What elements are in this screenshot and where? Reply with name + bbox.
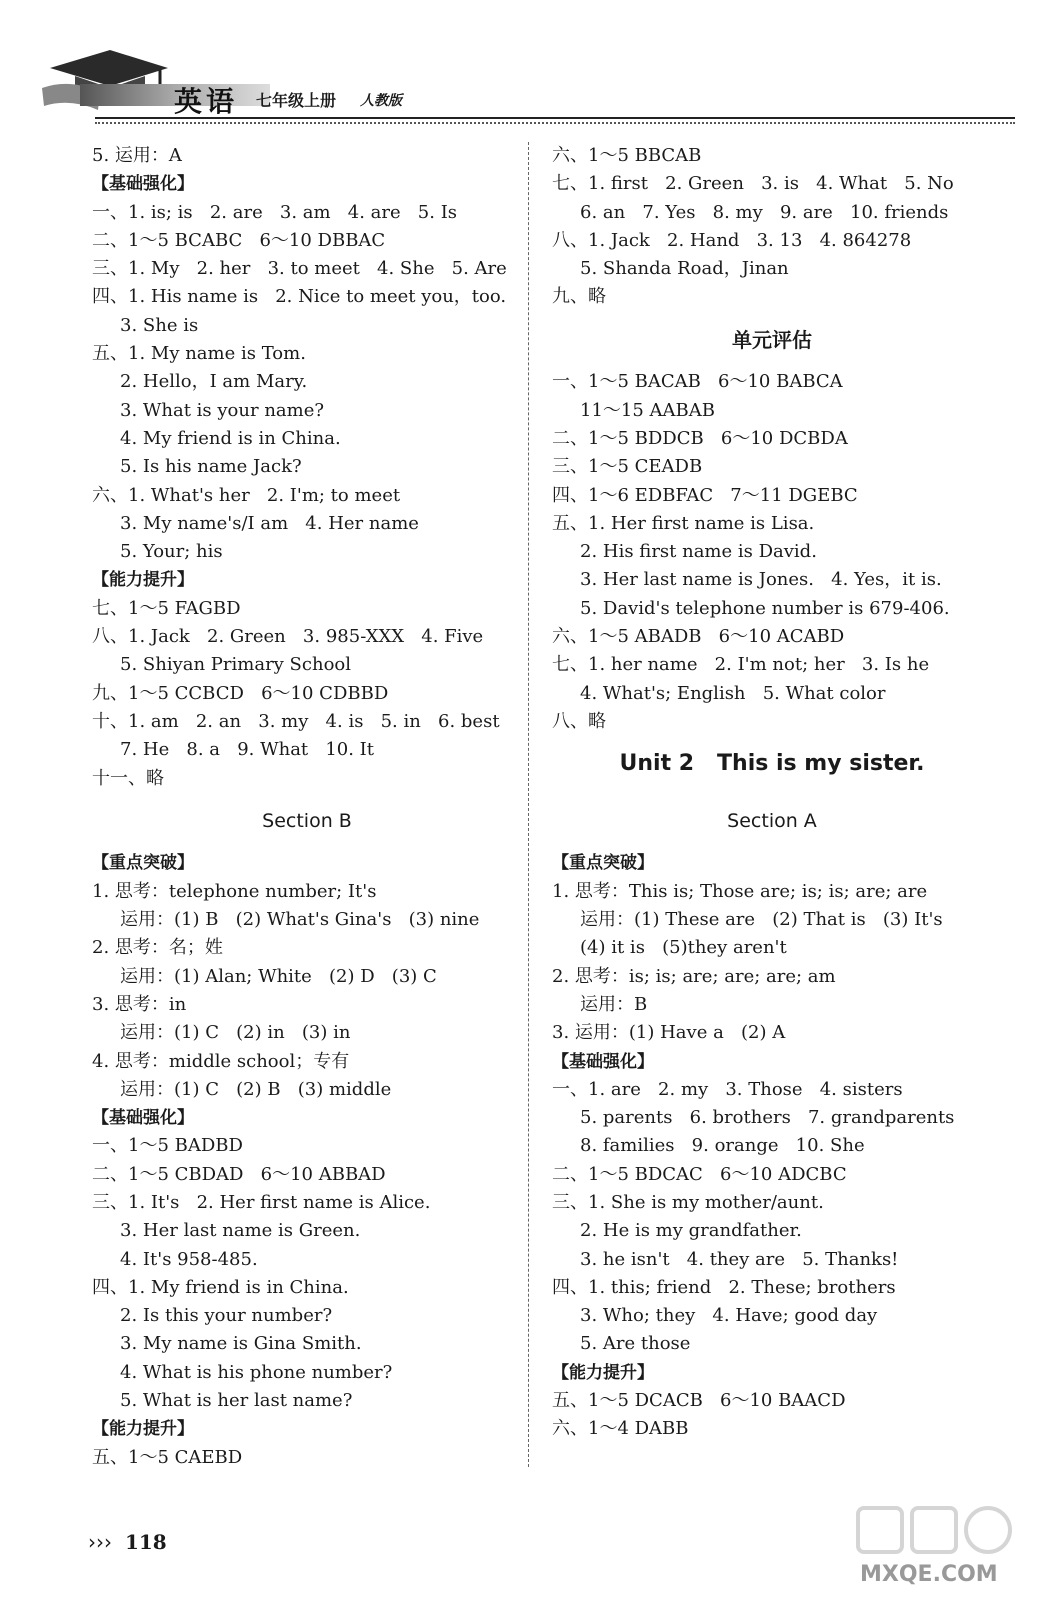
- grade-label: 七年级上册: [256, 91, 337, 110]
- answer-line: 8. families 9. orange 10. She: [580, 1135, 865, 1157]
- unit-assessment-heading: 单元评估: [732, 327, 812, 352]
- answer-line: 4. My friend is in China.: [120, 427, 341, 449]
- answer-line: 二、1～5 BCABC 6～10 DBBAC: [92, 229, 386, 251]
- answer-line: 3. Her last name is Jones. 4. Yes，it is.: [580, 569, 942, 591]
- section-label: 【重点突破】: [92, 853, 194, 874]
- answer-line: 2. 思考：名；姓: [92, 937, 223, 959]
- watermark-text: MXQE.COM: [860, 1562, 998, 1587]
- page-footer: [88, 1530, 167, 1554]
- section-heading: Section A: [727, 809, 817, 832]
- answer-line: 3. What is your name?: [120, 399, 325, 421]
- graduation-cap-icon: [40, 48, 170, 118]
- answer-line: 十、1. am 2. an 3. my 4. is 5. in 6. best: [92, 710, 500, 732]
- answer-line: 2. Is this your number?: [120, 1305, 333, 1327]
- answer-line: 运用：(1) C (2) in (3) in: [120, 1022, 351, 1044]
- section-label: 【重点突破】: [552, 853, 654, 874]
- subject-title: 英语: [174, 85, 239, 118]
- page-number: 118: [124, 1530, 167, 1554]
- answer-line: 八、略: [552, 710, 606, 732]
- answer-line: 5. parents 6. brothers 7. grandparents: [580, 1107, 955, 1129]
- answer-line: 3. he isn't 4. they are 5. Thanks!: [580, 1248, 899, 1270]
- answer-line: 4. 思考：middle school；专有: [92, 1050, 350, 1072]
- answer-line: 二、1～5 BDCAC 6～10 ADCBC: [552, 1163, 847, 1185]
- section-heading: Section B: [262, 809, 352, 832]
- section-label: 【基础强化】: [92, 174, 194, 195]
- answer-line: 一、1. are 2. my 3. Those 4. sisters: [552, 1078, 903, 1100]
- answer-line: 运用：(1) C (2) B (3) middle: [120, 1078, 392, 1100]
- answer-line: 3. 思考：in: [92, 993, 187, 1015]
- answer-line: 3. Who; they 4. Have; good day: [580, 1305, 878, 1327]
- section-label: 【能力提升】: [552, 1362, 654, 1383]
- answer-line: 三、1. She is my mother/aunt.: [552, 1191, 824, 1213]
- answer-line: 五、1. My name is Tom.: [92, 343, 306, 365]
- answer-line: 3. 运用：(1) Have a (2) A: [552, 1022, 786, 1044]
- answer-line: 四、1. My friend is in China.: [92, 1276, 349, 1298]
- answer-line: 六、1. What's her 2. I'm; to meet: [92, 484, 401, 506]
- header-rule: [95, 117, 1015, 119]
- answer-line: 运用：(1) B (2) What's Gina's (3) nine: [120, 909, 480, 931]
- answer-line: 4. What is his phone number?: [120, 1361, 393, 1383]
- answer-line: 三、1. My 2. her 3. to meet 4. She 5. Are: [92, 258, 507, 280]
- answer-line: 一、1～5 BADBD: [92, 1135, 243, 1157]
- answer-line: 七、1～5 FAGBD: [92, 597, 241, 619]
- answer-line: 二、1～5 BDDCB 6～10 DCBDA: [552, 427, 848, 449]
- answer-line: 四、1. His name is 2. Nice to meet you，too.: [92, 286, 507, 308]
- section-label: 【能力提升】: [92, 1419, 194, 1440]
- answer-line: 运用：(1) Alan; White (2) D (3) C: [120, 965, 437, 987]
- answer-line: 四、1～6 EDBFAC 7～11 DGEBC: [552, 484, 858, 506]
- answer-line: 三、1. It's 2. Her first name is Alice.: [92, 1191, 431, 1213]
- answer-line: 六、1～4 DABB: [552, 1418, 689, 1440]
- answer-line: 7. He 8. a 9. What 10. It: [120, 739, 375, 761]
- edition-label: 人教版: [360, 93, 402, 109]
- answer-line: 一、1～5 BACAB 6～10 BABCA: [552, 371, 843, 393]
- answer-line: 3. She is: [120, 314, 199, 336]
- answer-line: 二、1～5 CBDAD 6～10 ABBAD: [92, 1163, 386, 1185]
- answer-line: 6. an 7. Yes 8. my 9. are 10. friends: [580, 201, 949, 223]
- answer-line: 4. What's; English 5. What color: [580, 682, 886, 704]
- left-column: [92, 142, 522, 1472]
- footer-arrows: ›››: [88, 1530, 112, 1554]
- answer-line: 1. 思考：telephone number; It's: [92, 880, 377, 902]
- answer-line: 5. David's telephone number is 679-406.: [580, 597, 950, 619]
- answer-line: 四、1. this; friend 2. These; brothers: [552, 1276, 896, 1298]
- answer-line: 八、1. Jack 2. Hand 3. 13 4. 864278: [552, 229, 912, 251]
- section-label: 【基础强化】: [552, 1051, 654, 1072]
- section-label: 【基础强化】: [92, 1108, 194, 1129]
- answer-line: 3. My name is Gina Smith.: [120, 1333, 362, 1355]
- answer-line: 五、1～5 CAEBD: [92, 1446, 243, 1468]
- answer-line: 5. Are those: [580, 1333, 691, 1355]
- answer-line: 4. It's 958-485.: [120, 1248, 258, 1270]
- answer-line: 六、1～5 ABADB 6～10 ACABD: [552, 626, 845, 648]
- answer-line: 5. What is her last name?: [120, 1390, 353, 1412]
- section-label: 【能力提升】: [92, 570, 194, 591]
- answer-line: 2. He is my grandfather.: [580, 1220, 802, 1242]
- answer-line: 七、1. first 2. Green 3. is 4. What 5. No: [552, 173, 954, 195]
- answer-line: 七、1. her name 2. I'm not; her 3. Is he: [552, 654, 930, 676]
- answer-line: 3. Her last name is Green.: [120, 1220, 361, 1242]
- answer-line: 九、略: [552, 286, 606, 308]
- page-header: [0, 0, 1042, 140]
- answer-line: 2. Hello，I am Mary.: [120, 371, 308, 393]
- answer-line: 三、1～5 CEADB: [552, 456, 703, 478]
- answer-line: (4) it is (5)they aren't: [580, 937, 787, 959]
- answer-line: 11～15 AABAB: [580, 399, 715, 421]
- header-dotted-rule: [95, 122, 1015, 124]
- answer-line: 九、1～5 CCBCD 6～10 CDBBD: [92, 682, 389, 704]
- answer-line: 六、1～5 BBCAB: [552, 145, 702, 166]
- answer-line: 运用：B: [580, 993, 648, 1015]
- column-divider: [528, 142, 529, 1467]
- answer-line: 1. 思考：This is; Those are; is; is; are; are: [552, 880, 928, 902]
- unit-heading: Unit 2 This is my sister.: [619, 751, 925, 777]
- answer-line: 5. Shiyan Primary School: [120, 654, 351, 676]
- answer-line: 十一、略: [92, 767, 164, 789]
- answer-line: 五、1～5 DCACB 6～10 BAACD: [552, 1390, 846, 1412]
- answer-line: 2. 思考：is; is; are; are; are; am: [552, 965, 836, 987]
- answer-line: 五、1. Her first name is Lisa.: [552, 512, 815, 534]
- answer-line: 2. His first name is David.: [580, 541, 817, 563]
- answer-line: 5. 运用：A: [92, 145, 182, 166]
- answer-line: 5. Shanda Road，Jinan: [580, 258, 789, 280]
- answer-line: 5. Is his name Jack?: [120, 456, 302, 478]
- answer-line: 3. My name's/I am 4. Her name: [120, 512, 419, 534]
- answer-line: 运用：(1) These are (2) That is (3) It's: [580, 909, 943, 931]
- answer-line: 5. Your; his: [120, 541, 223, 563]
- right-column: [552, 142, 992, 1444]
- answer-line: 一、1. is; is 2. are 3. am 4. are 5. Is: [92, 201, 458, 223]
- answer-line: 八、1. Jack 2. Green 3. 985-XXX 4. Five: [92, 626, 484, 648]
